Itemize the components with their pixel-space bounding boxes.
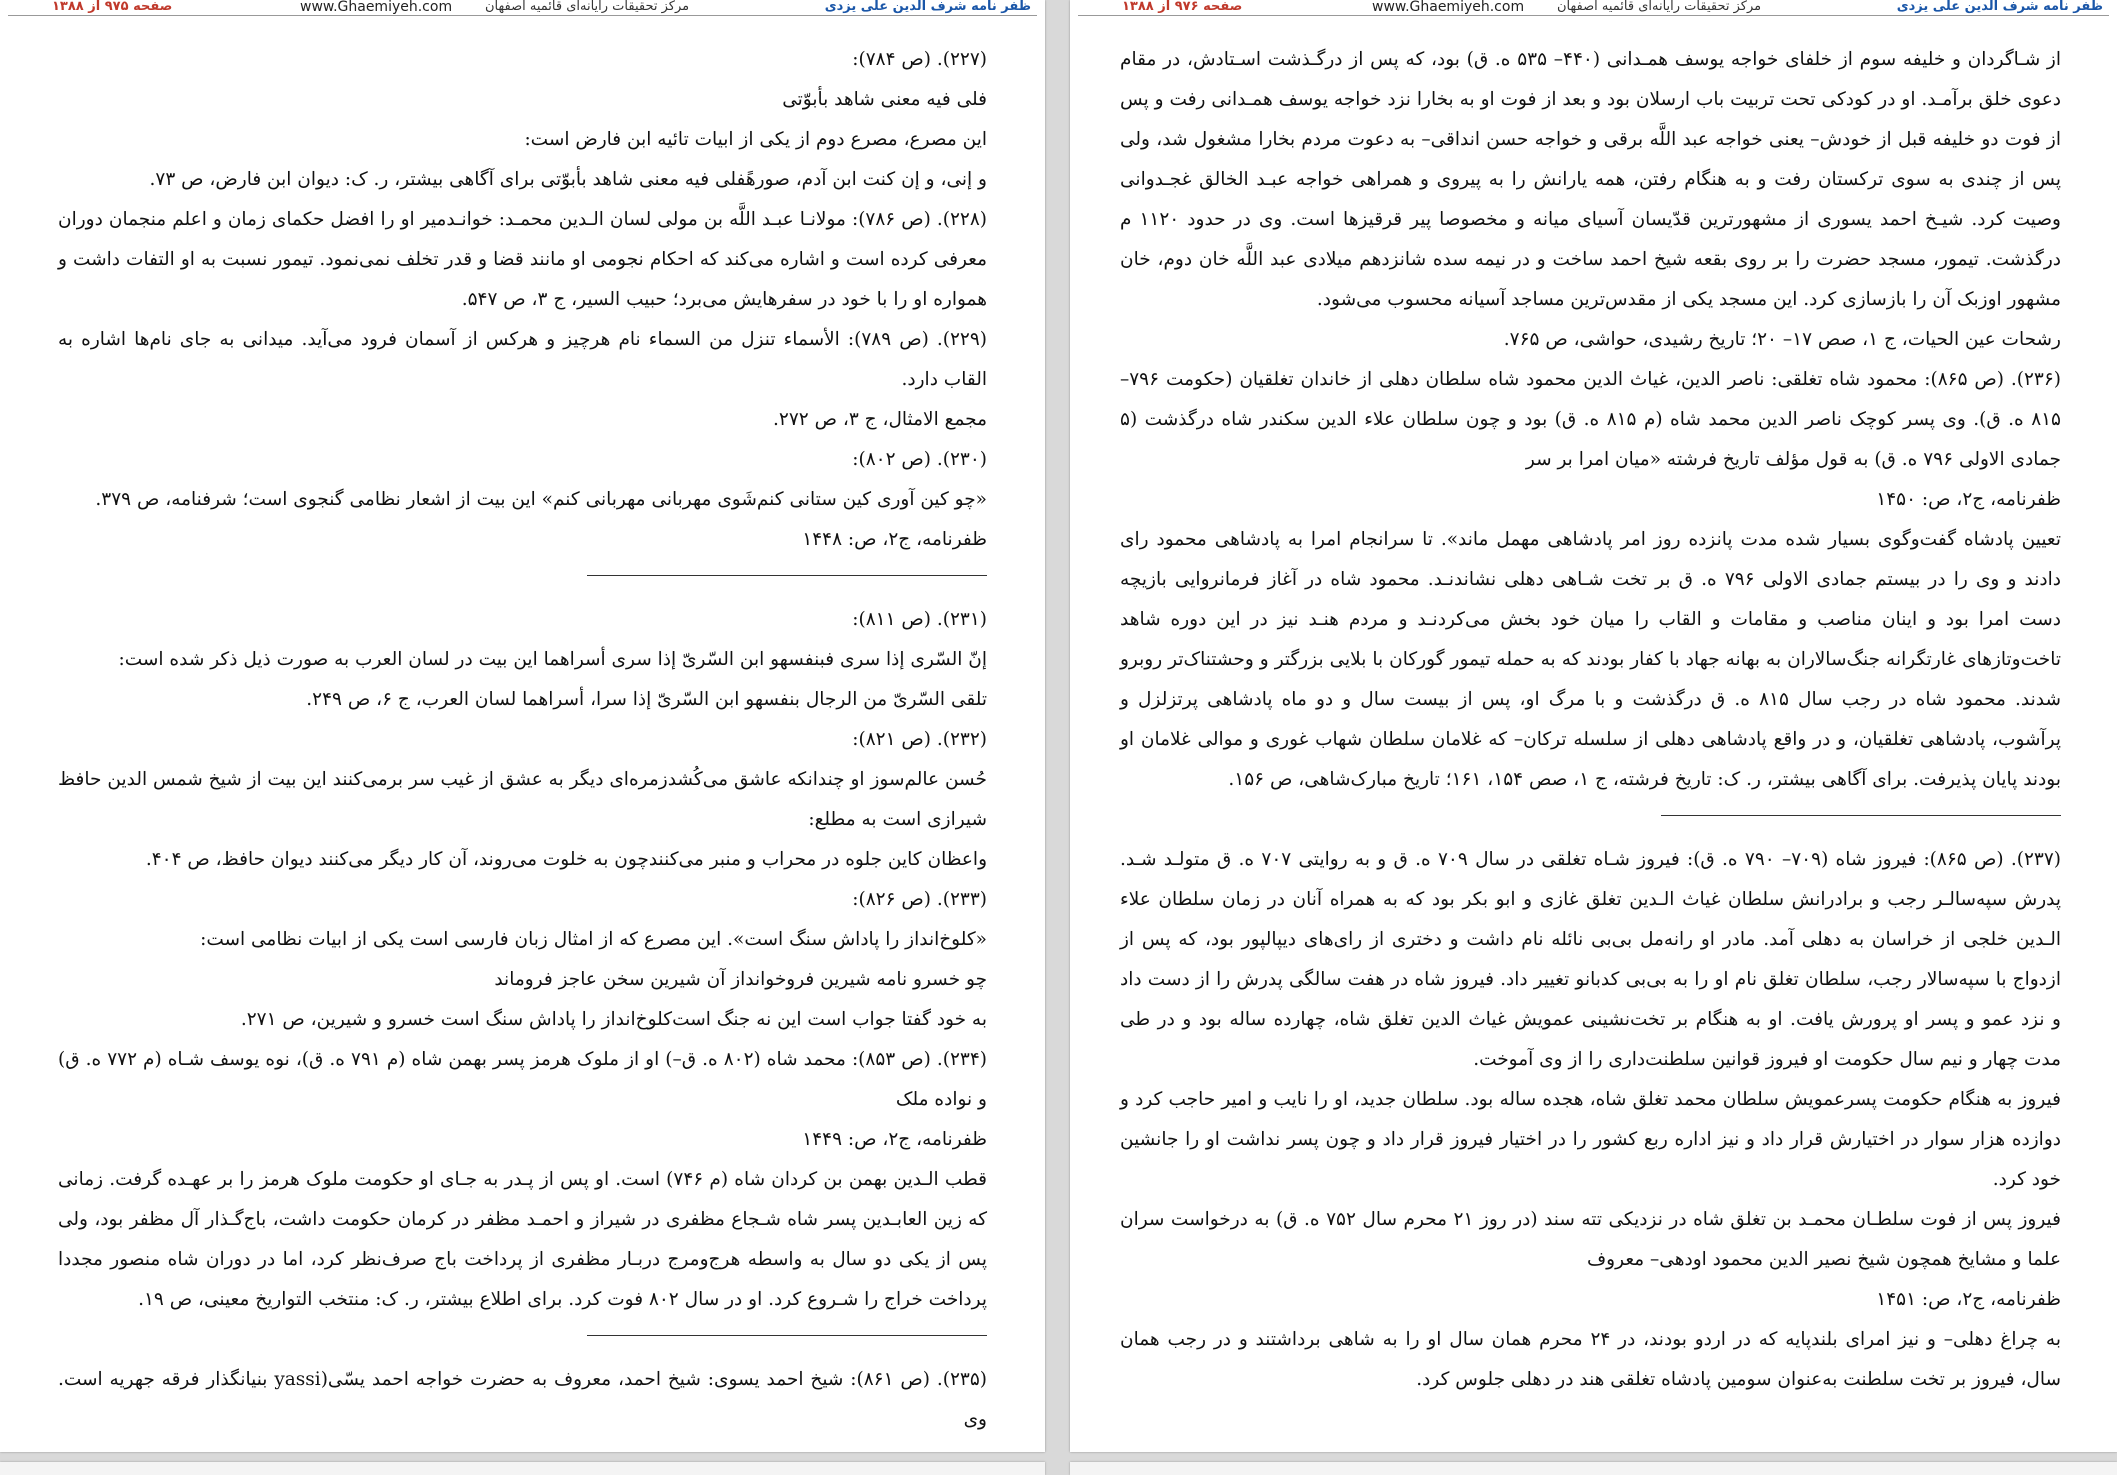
page-header [0, 0, 1045, 14]
paragraph: و إنی، و إن کنت ابن آدم، صورهًفلی فیه معنی شاهد بأبوّتی برای آگاهی بیشتر، ر. ک: دیوان ابن فارض، ص ۷۳. [149, 169, 987, 190]
paragraph: (۲۳۴). (ص ۸۵۳): محمد شاه (۸۰۲ ه. ق–) او از ملوک هرمز پسر بهمن شاه (م ۷۹۱ ه. ق)، نوه یوسف شـاه (م ۷۷۲ ه. ق) و نواده ملک [58, 1049, 987, 1110]
citation: مجمع الامثال، ج ۳، ص ۲۷۲. [773, 409, 987, 430]
book-title: ظفر نامه شرف الدین علی یزدی [1896, 0, 2103, 14]
next-page-edge-right [1070, 1462, 2117, 1475]
paragraph: (۲۳۵). (ص ۸۶۱): شیخ احمد یسوی: شیخ احمد، معروف به حضرت خواجه احمد یسّی(yassi بنیانگذار فرقه جهریه است. وی [58, 1369, 987, 1430]
paragraph: إنّ السّری إذا سری فبنفسهو ابن السّریّ إذا سری أسراهما این بیت در لسان العرب به صورت ذیل ذکر شده است: [118, 649, 987, 670]
section-divider [587, 1335, 987, 1336]
header-divider [8, 15, 1037, 16]
paragraph: تلقی السّریّ من الرجال بنفسهو ابن السّریّ إذا سرا، أسراهما لسان العرب، ج ۶، ص ۲۴۹. [306, 689, 987, 710]
paragraph: «چو کین آوری کین ستانی کنم‌شَوی مهربانی مهربانی کنم» این بیت از اشعار نظامی گنجوی است؛ شرفنامه، ص ۳۷۹. [95, 489, 987, 510]
page-reference: ظفرنامه، ج۲، ص: ۱۴۴۸ [802, 529, 987, 550]
publisher-name: مرکز تحقیقات رایانه‌ای قائمیه اصفهان [1557, 0, 1762, 14]
paragraph: فیروز به هنگام حکومت پسرعمویش سلطان محمد تغلق شاه، هجده ساله بود. سلطان جدید، او را نایب و امیر حاجب کرد و دوازده هزار سوار در اختیارش قرار داد و نیز اداره ربع کشور را در اختیار فیروز قرار داد و چون پسر نداشت او را جانشین خود کرد. [1120, 1089, 2061, 1190]
footnote-heading: (۲۳۱). (ص ۸۱۱): [852, 609, 987, 630]
paragraph: این مصرع، مصرع دوم از یکی از ابیات تائیه ابن فارض است: [524, 129, 987, 150]
book-title: ظفر نامه شرف الدین علی یزدی [824, 0, 1031, 14]
page-reference: ظفرنامه، ج۲، ص: ۱۴۵۱ [1876, 1289, 2061, 1310]
verse-line: چو خسرو نامه شیرین فروخوانداز آن شیرین سخن عاجز فروماند [494, 969, 987, 990]
section-divider [587, 575, 987, 576]
paragraph: به چراغ دهلی– و نیز امرای بلندپایه که در اردو بودند، در ۲۴ محرم همان سال او را به شاهی برداشتند و در رجب همان سال، فیروز بر تخت سلطنت به‌عنوان سومین پادشاه تغلقی هند در دهلی جلوس کرد. [1120, 1329, 2061, 1390]
paragraph: واعظان کاین جلوه در محراب و منبر می‌کنندچون به خلوت می‌روند، آن کار دیگر می‌کنند دیوان حافظ، ص ۴۰۴. [145, 849, 987, 870]
document-page-left [0, 0, 1045, 1452]
paragraph: قطب الـدین بهمن بن کردان شاه (م ۷۴۶) است. او پس از پـدر به جـای او حکومت ملوک هرمز را بر عهـده گرفت. زمانی که زین العابـدین پسر شاه شـجاع مظفری در شیراز و احمـد مظفر در کرمان حکومت داشت، باج‌گـذار آل مظفر بود، ولی پس از یکی دو سال به واسطه هرج‌ومرج دربـار مظفری از پرداخت باج صرف‌نظر کرد، اما در دوران شاه منصور مجددا پرداخت خراج را شـروع کرد. او در سال ۸۰۲ فوت کرد. برای اطلاع بیشتر، ر. ک: منتخب التواریخ معینی، ص ۱۹. [58, 1169, 987, 1310]
document-page-right [1070, 0, 2117, 1452]
footnote-heading: (۲۳۳). (ص ۸۲۶): [852, 889, 987, 910]
page-number: صفحه ۹۷۶ از ۱۳۸۸ [1122, 0, 1243, 14]
paragraph: (۲۳۷). (ص ۸۶۵): فیروز شاه (۷۰۹– ۷۹۰ ه. ق): فیروز شـاه تغلقی در سال ۷۰۹ ه. ق و به روایتی ۷۰۷ ه. ق متولـد شـد. پدرش سپه‌سالـر رجب و برادرانش سلطان غیاث الـدین تغلق غازی و ابو بکر بود که به همراه آنان در زمان سلطان علاء الـدین خلجی از خراسان به دهلی آمد. مادر او رانه‌مل بی‌بی نائله نام داشت و دختری از رای‌های دیپالپور بود، که پس از ازدواج با سپه‌سالار رجب، سلطان تغلق نام او را به بی‌بی کدبانو تغییر داد. فیروز شاه در هفت سالگی پدرش را از دست داد و نزد عمو و پسر او پرورش یافت. او به هنگام بر تخت‌نشینی عمویش غیاث الدین تغلق شاه، چهارده ساله بود و در طی مدت چهار و نیم سال حکومت او فیروز قوانین سلطنت‌داری را از وی آموخت. [1120, 849, 2061, 1070]
section-divider [1661, 815, 2061, 816]
footnote-heading: (۲۳۲). (ص ۸۲۱): [852, 729, 987, 750]
paragraph: (۲۳۶). (ص ۸۶۵): محمود شاه تغلقی: ناصر الدین، غیاث الدین محمود شاه سلطان دهلی از خاندان تغلقیان (حکومت ۷۹۶– ۸۱۵ ه. ق). وی پسر کوچک ناصر الدین محمد شاه (م ۸۱۵ ه. ق) بود و چون سلطان علاء الدین سکندر شاه درگذشت (۵ جمادی الاولی ۷۹۶ ه. ق) به قول مؤلف تاریخ فرشته «میان امرا بر سر [1120, 369, 2061, 470]
page-number: صفحه ۹۷۵ از ۱۳۸۸ [52, 0, 173, 14]
header-divider [1078, 15, 2109, 16]
verse-line: فلی فیه معنی شاهد بأبوّتی [782, 89, 987, 110]
footnote-heading: (۲۳۰). (ص ۸۰۲): [852, 449, 987, 470]
paragraph: به خود گفتا جواب است این نه جنگ است‌کلوخ‌انداز را پاداش سنگ است خسرو و شیرین، ص ۲۷۱. [240, 1009, 987, 1030]
paragraph: فیروز پس از فوت سلطـان محمـد بن تغلق شاه در نزدیکی تته سند (در روز ۲۱ محرم سال ۷۵۲ ه. ق) به درخواست سران علما و مشایخ همچون شیخ نصیر الدین محمود اودهی– معروف [1120, 1209, 2061, 1270]
page-reference: ظفرنامه، ج۲، ص: ۱۴۴۹ [802, 1129, 987, 1150]
website-link[interactable]: www.Ghaemiyeh.com [1372, 0, 1525, 15]
page-header [1070, 0, 2117, 14]
paragraph: (۲۲۸). (ص ۷۸۶): مولانـا عبـد اللَّه بن مولی لسان الـدین محمـد: خوانـدمیر او را افضل حکمای زمان و اعلم منجمان دوران معرفی کرده است و اشاره می‌کند که احکام نجومی او مانند قضا و قدر تخلف نمی‌نمود. تیمور نسبت به او التفات داشت و همواره او را با خود در سفرهایش می‌برد؛ حبیب السیر، ج ۳، ص ۵۴۷. [58, 209, 987, 310]
page-body [58, 40, 987, 1440]
paragraph: از شـاگردان و خلیفه سوم از خلفای خواجه یوسف همـدانی (۴۴۰– ۵۳۵ ه. ق) بود، که پس از درگـذشت اسـتادش، در مقام دعوی خلق برآمـد. او در کودکی تحت تربیت باب ارسلان بود و بعد از فوت او به بخارا نزد خواجه یوسف همـدانی رفت و پس از فوت دو خلیفه قبل از خودش– یعنی خواجه عبد اللَّه برقی و خواجه حسن انداقی– به دعوت مردم بخارا مشغول شد، ولی پس از چندی به سوی ترکستان رفت و به هنگام رفتن، همه یارانش را به پیروی و همراهی خواجه عبـد الخالق غجـدوانی وصیت کرد. شیـخ احمد یسوری از مشهورترین قدّیسان آسیای میانه و مخصوصا پیر قرقیزها است. وی در حدود ۱۱۲۰ م درگذشت. تیمور، مسجد حضرت را بر روی بقعه شیخ احمد ساخت و در نیمه سده شانزدهم میلادی عبد اللَّه خان دوم، خان مشهور اوزبک آن را بازسازی کرد. این مسجد یکی از مقدس‌ترین مساجد آسیانه محسوب می‌شود. [1120, 49, 2062, 310]
paragraph: (۲۲۹). (ص ۷۸۹): الأسماء تنزل من السماء نام هرچیز و هرکس از آسمان فرود می‌آید. میدانی به جای نام‌ها اشاره به القاب دارد. [58, 329, 987, 390]
page-reference: ظفرنامه، ج۲، ص: ۱۴۵۰ [1876, 489, 2061, 510]
next-page-edge-left [0, 1462, 1045, 1475]
footnote-heading: (۲۲۷). (ص ۷۸۴): [852, 49, 987, 70]
website-link[interactable]: www.Ghaemiyeh.com [300, 0, 453, 15]
page-body [1120, 40, 2061, 1400]
paragraph: حُسن عالم‌سوز او چندانکه عاشق می‌کُشدزمره‌ای دیگر به عشق از غیب سر برمی‌کنند این بیت از شیخ شمس الدین حافظ شیرازی است به مطلع: [58, 769, 987, 830]
paragraph: «کلوخ‌انداز را پاداش سنگ است». این مصرع که از امثال زبان فارسی است یکی از ابیات نظامی است: [200, 929, 987, 950]
publisher-name: مرکز تحقیقات رایانه‌ای قائمیه اصفهان [485, 0, 690, 14]
paragraph: تعیین پادشاه گفت‌وگوی بسیار شده مدت پانزده روز امر پادشاهی مهمل ماند». تا سرانجام امرا به پادشاهی محمود رای دادند و وی را در بیستم جمادی الاولی ۷۹۶ ه. ق بر تخت شـاهی دهلی نشاندنـد. محمود شاه در آغاز فرمانروایی بازیچه دست امرا بود و اینان مناصب و مقامات و القاب را میان خود بخش می‌کردنـد و مردم هنـد نیز در این دوره شاهد تاخت‌وتازهای غارتگرانه جنگ‌سالاران به بهانه جهاد با کفار بودند که به حمله تیمور گورکان با بلایی بزرگتر و وحشتناک‌تر روبرو شدند. محمود شاه در رجب سال ۸۱۵ ه. ق درگذشت و با مرگ او، پس از بیست سال و دو ماه پادشاهی پرتزلزل و پرآشوب، پادشاهی تغلقیان، و در واقع پادشاهی دهلی از سلسله ترکان– که غلامان سلطان شهاب غوری و موالی غلامان او بودند پایان پذیرفت. برای آگاهی بیشتر، ر. ک: تاریخ فرشته، ج ۱، صص ۱۵۴، ۱۶۱؛ تاریخ مبارک‌شاهی، ص ۱۵۶. [1120, 529, 2061, 790]
citation: رشحات عین الحیات، ج ۱، صص ۱۷– ۲۰؛ تاریخ رشیدی، حواشی، ص ۷۶۵. [1503, 329, 2061, 350]
